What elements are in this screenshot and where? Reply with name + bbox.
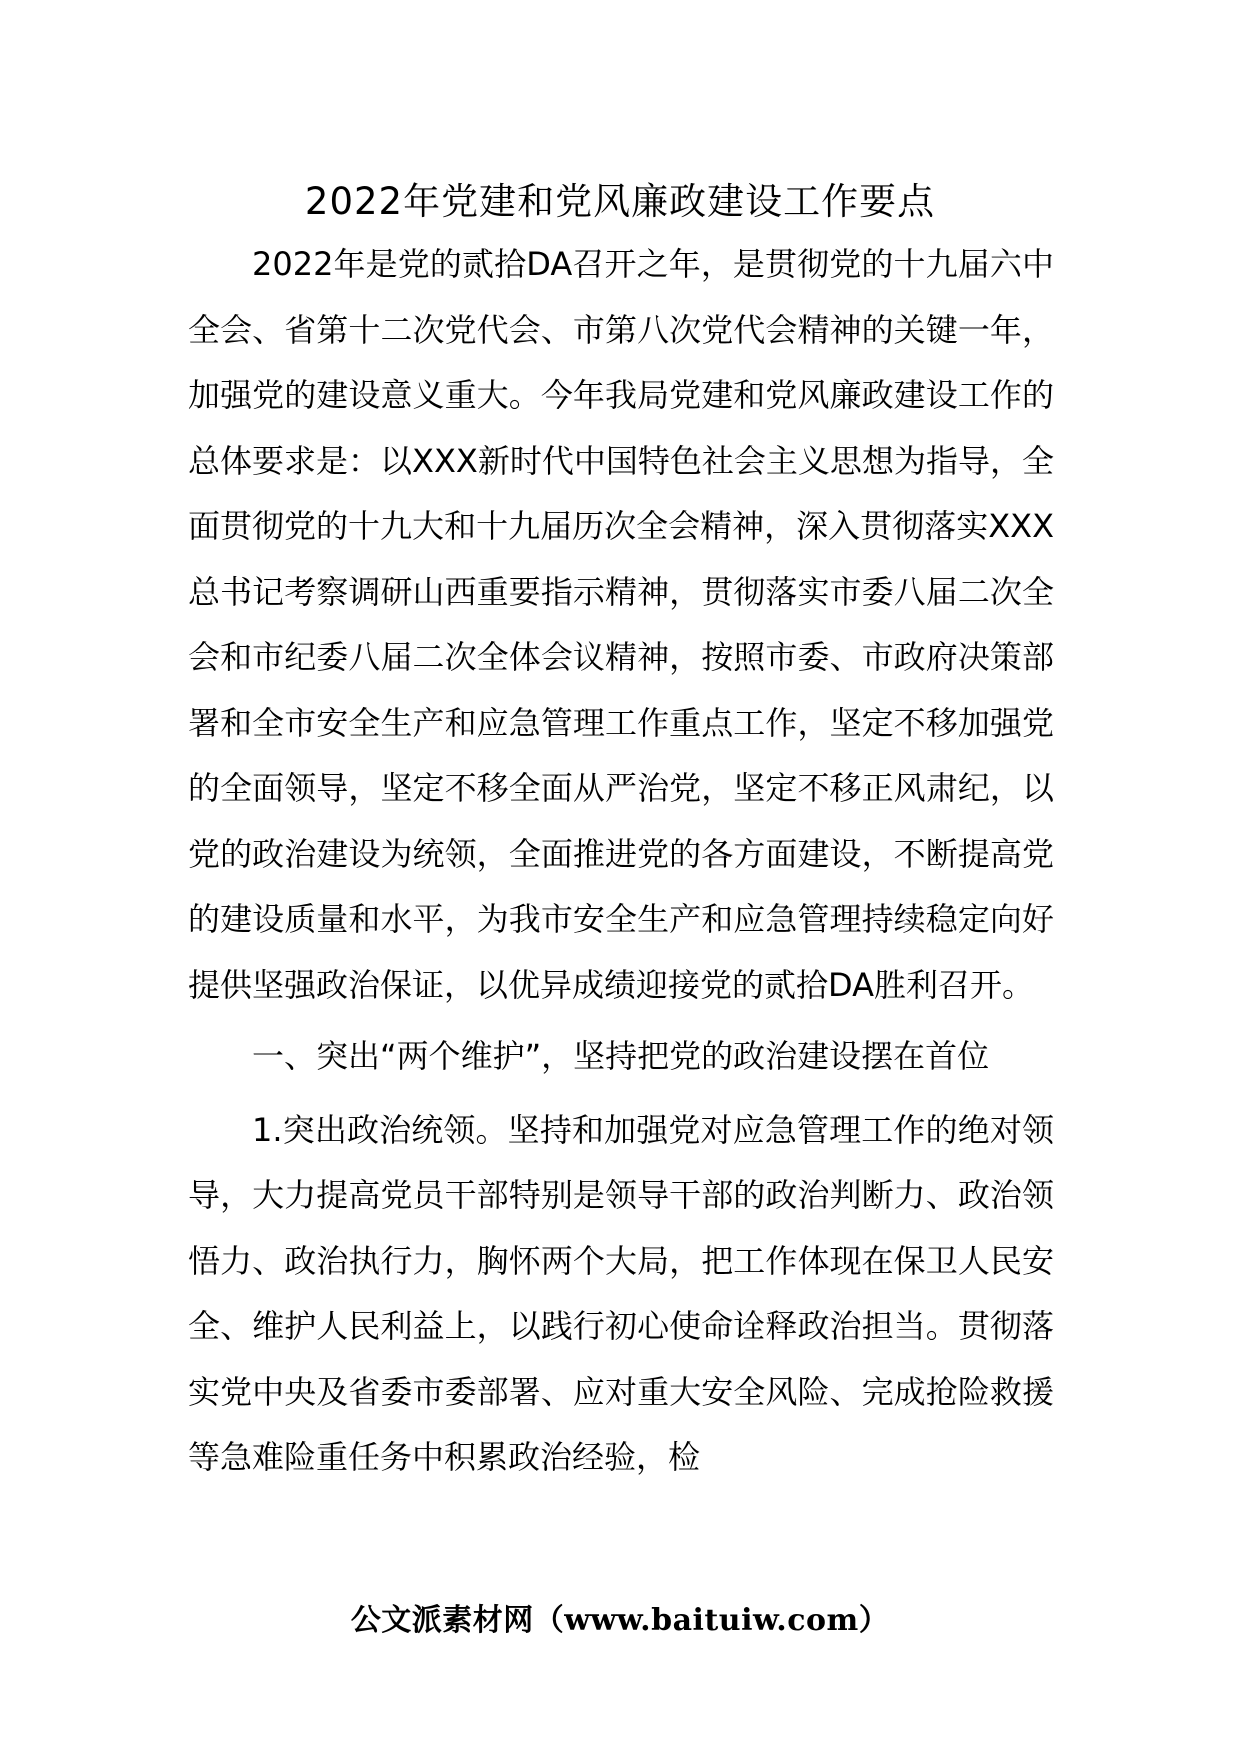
section-1-heading: 一、突出“两个维护”，坚持把党的政治建设摆在首位 — [252, 1037, 990, 1075]
document-title: 2022年党建和党风廉政建设工作要点 — [304, 180, 936, 223]
document-body — [188, 232, 1054, 1491]
footer-watermark: 公文派素材网（www.baituiw.com） — [350, 1603, 890, 1638]
intro-paragraph: 2022年是党的贰拾DA召开之年，是贯彻党的十九届六中全会、省第十二次党代会、市第八次党代会精神的关键一年，加强党的建设意义重大。今年我局党建和党风廉政建设工作的总体要求是：以XXX新时代中国特色社会主义思想为指导，全面贯彻党的十九大和十九届历次全会精神，深入贯彻落实XXX总书记考察调研山西重要指示精神，贯彻落实市委八届二次全会和市纪委八届二次全体会议精神，按照市委、市政府决策部署和全市安全生产和应急管理工作重点工作，坚定不移加强党的全面领导，坚定不移全面从严治党，坚定不移正风肃纪，以党的政治建设为统领，全面推进党的各方面建设，不断提高党的建设质量和水平，为我市安全生产和应急管理持续稳定向好提供坚强政治保证，以优异成绩迎接党的贰拾DA胜利召开。 — [188, 245, 1054, 1004]
item-1-paragraph: 1.突出政治统领。坚持和加强党对应急管理工作的绝对领导，大力提高党员干部特别是领导干部的政治判断力、政治领悟力、政治执行力，胸怀两个大局，把工作体现在保卫人民安全、维护人民利益上，以践行初心使命诠释政治担当。贯彻落实党中央及省委市委部署、应对重大安全风险、完成抢险救援等急难险重任务中积累政治经验，检 — [188, 1110, 1054, 1476]
